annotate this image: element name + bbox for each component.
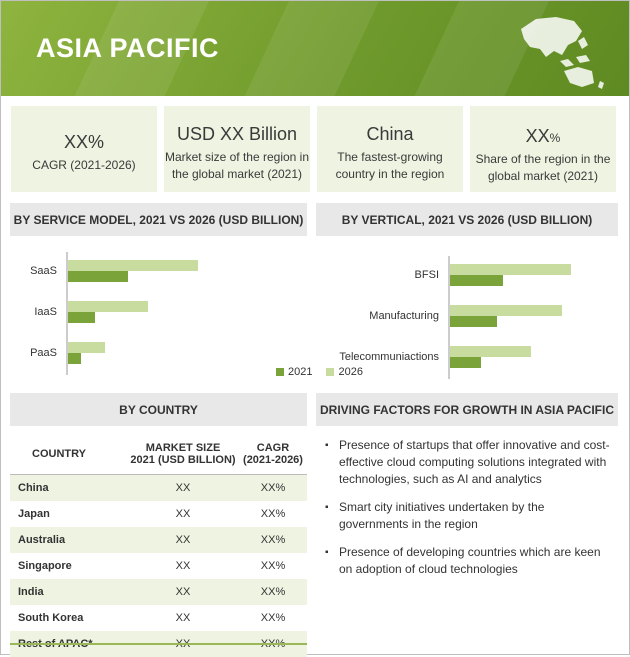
kpi-description: The fastest-growing country in the region: [335, 150, 445, 181]
vertical-bar-2021: [450, 357, 481, 368]
cell-cagr: XX%: [260, 612, 286, 624]
table-row: [10, 605, 307, 631]
kpi-description: Share of the region in the global market (2021): [475, 152, 611, 183]
column-header-cagr: [239, 434, 307, 475]
legend-swatch-2026: [326, 368, 334, 376]
service-model-category-label: PaaS: [30, 347, 57, 359]
kpi-value-suffix: %: [549, 131, 561, 145]
cell-market-size: XX: [127, 579, 239, 605]
legend-swatch-2021: [276, 368, 284, 376]
kpi-value: China: [366, 124, 414, 144]
cell-country: Japan: [18, 508, 50, 520]
vertical-bar-2026: [450, 346, 531, 357]
kpi-value: [470, 126, 616, 147]
kpi-value-number: XX: [525, 126, 550, 146]
cell-cagr: XX%: [239, 527, 307, 553]
kpi-market-size: [164, 106, 310, 192]
column-header-line: 2021 (USD BILLION): [130, 454, 236, 466]
section-title-vertical: BY VERTICAL, 2021 VS 2026 (USD BILLION): [316, 203, 618, 236]
table-row: [10, 579, 307, 605]
cell-country: China: [10, 475, 127, 502]
driver-item: ▪ Smart city initiatives undertaken by the governments in the region: [323, 499, 613, 533]
cell-market-size: XX: [175, 508, 191, 520]
country-table: [10, 434, 307, 657]
driver-item: ▪ Presence of developing countries which are keen on adoption of cloud technologies: [323, 544, 613, 578]
chart-legend: [276, 366, 363, 378]
service-model-category-label: SaaS: [30, 265, 57, 277]
vertical-category-label: BFSI: [414, 269, 439, 281]
kpi-value: USD XX Billion: [176, 124, 298, 144]
cell-market-size: XX: [175, 560, 191, 572]
cell-market-size: XX: [127, 475, 239, 502]
page-title: ASIA PACIFIC: [36, 33, 220, 63]
cell-cagr: XX%: [239, 475, 307, 502]
service-model-category-label: IaaS: [34, 306, 57, 318]
service-model-bar-2021: [68, 353, 81, 364]
vertical-bar-2021: [450, 316, 497, 327]
asia-pacific-map-icon: [516, 11, 611, 91]
section-title-drivers: DRIVING FACTORS FOR GROWTH IN ASIA PACIFIC: [316, 393, 618, 426]
kpi-fastest-country: [317, 106, 463, 192]
cell-country: Australia: [10, 527, 127, 553]
vertical-bar-2021: [450, 275, 503, 286]
cell-cagr: XX%: [260, 508, 286, 520]
legend-label-2021: 2021: [288, 366, 313, 378]
table-header-row: [10, 434, 307, 475]
cell-market-size: XX: [175, 612, 191, 624]
service-model-bar-2026: [68, 342, 105, 353]
cell-country: India: [10, 579, 127, 605]
kpi-description: Market size of the region in the global market (2021): [164, 150, 310, 181]
cell-country: South Korea: [18, 612, 84, 624]
banner-stripe: [224, 1, 389, 96]
kpi-region-share: [470, 106, 616, 192]
cell-country: Singapore: [18, 560, 72, 572]
section-title-country: BY COUNTRY: [10, 393, 307, 426]
vertical-bar-2026: [450, 305, 562, 316]
column-header-line: CAGR: [256, 442, 290, 454]
cell-market-size: XX: [127, 527, 239, 553]
column-header-country: COUNTRY: [10, 434, 127, 475]
column-header-market-size: [127, 434, 239, 475]
driver-list: [323, 437, 613, 589]
service-model-bar-2026: [68, 260, 198, 271]
header-banner: [1, 1, 629, 96]
table-row: [10, 553, 307, 579]
table-row: [10, 527, 307, 553]
vertical-bar-2026: [450, 264, 571, 275]
cell-cagr: XX%: [260, 560, 286, 572]
vertical-chart: [316, 245, 618, 385]
column-header-line: (2021-2026): [243, 454, 303, 466]
section-title-service-model: BY SERVICE MODEL, 2021 VS 2026 (USD BILLION): [10, 203, 307, 236]
service-model-bar-2021: [68, 312, 95, 323]
driver-item: ▪ Presence of startups that offer innovative and cost-effective cloud computing solutions integrated with technologies, such as AI and analytics: [323, 437, 613, 488]
kpi-cagr: [11, 106, 157, 192]
service-model-bar-2021: [68, 271, 128, 282]
legend-label-2026: 2026: [338, 366, 363, 378]
service-model-chart: [10, 245, 313, 385]
column-header-line: MARKET SIZE: [145, 442, 221, 454]
kpi-value: XX%: [63, 132, 105, 152]
table-row: [10, 501, 307, 527]
service-model-bar-2026: [68, 301, 148, 312]
vertical-category-label: Manufacturing: [369, 310, 439, 322]
table-row: [10, 475, 307, 502]
table-bottom-rule: [10, 643, 307, 645]
kpi-description: CAGR (2021-2026): [32, 158, 136, 172]
cell-cagr: XX%: [239, 579, 307, 605]
vertical-category-label: Telecommuniactions: [339, 351, 439, 363]
